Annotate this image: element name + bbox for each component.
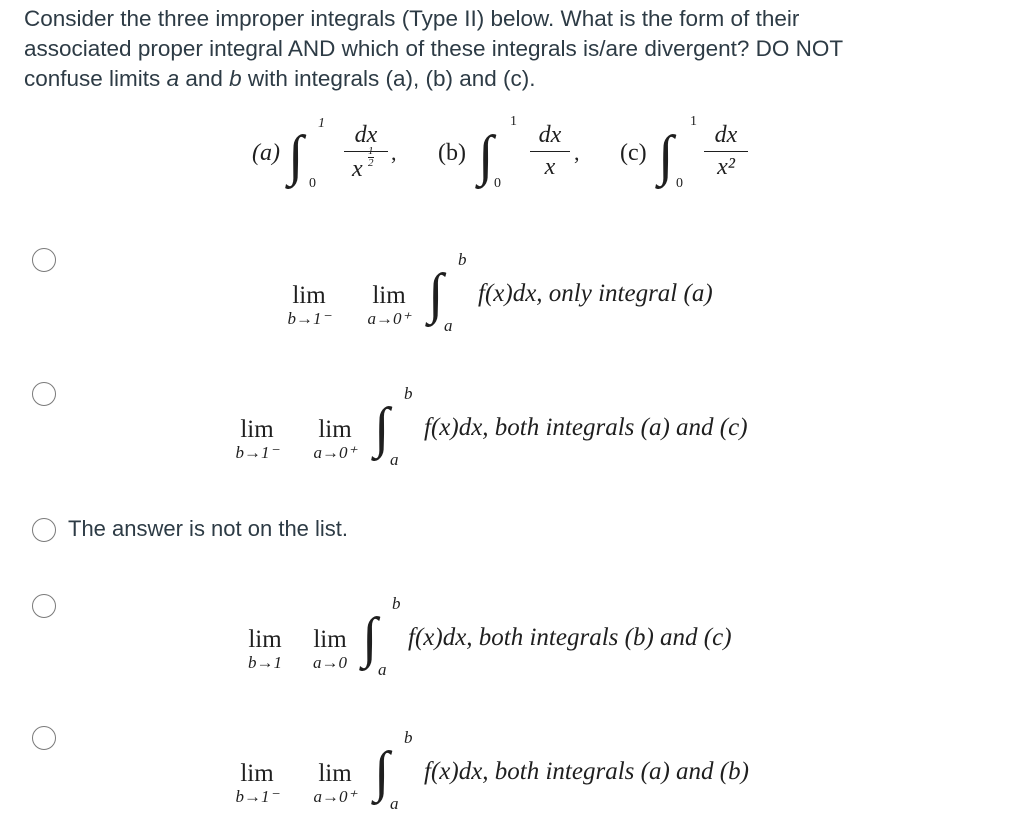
lim-word: lim [240, 760, 274, 787]
radio-option-1[interactable] [32, 248, 56, 272]
integral-b-denominator: x [544, 154, 556, 180]
limit-b-block [230, 761, 284, 807]
variable-a: a [166, 66, 180, 91]
integral-c-upper: 1 [690, 114, 697, 129]
integral-a-separator: , [391, 140, 397, 165]
lim-subscript: b→1⁻ [287, 309, 331, 328]
integral-a-label: (a) [252, 140, 280, 166]
exponent-numerator: 1 [368, 145, 374, 157]
integral-c-numerator: dx [714, 122, 738, 148]
fraction-bar [704, 151, 748, 152]
integral-sign: ∫ [362, 607, 378, 669]
integral-upper-limit: b [458, 250, 467, 269]
integral-a-lower: 0 [309, 176, 316, 191]
question-line-3-start: confuse limits [24, 66, 167, 91]
integral-c-fraction [704, 122, 748, 181]
option-2-text: f(x)dx, both integrals (a) and (c) [424, 414, 748, 441]
integral-a-denominator [344, 145, 388, 182]
radio-option-4[interactable] [32, 594, 56, 618]
lim-word: lim [248, 626, 282, 653]
limit-a-block [306, 761, 364, 807]
question-line-3-end: with integrals (a), (b) and (c). [241, 66, 536, 91]
integral-c-denominator: x² [717, 154, 735, 180]
integral-c-label: (c) [620, 140, 647, 166]
option-3-text: The answer is not on the list. [68, 516, 349, 541]
fraction-bar [344, 151, 388, 152]
integral-upper-limit: b [404, 384, 413, 403]
limit-b-block [240, 627, 290, 673]
lim-word: lim [372, 282, 406, 309]
lim-word: lim [240, 416, 274, 443]
option-4-text: f(x)dx, both integrals (b) and (c) [408, 624, 732, 651]
lim-subscript: b→1⁻ [235, 443, 279, 462]
integral-lower-limit: a [390, 794, 399, 813]
integral-upper-limit: b [404, 728, 413, 747]
integral-b-fraction [530, 122, 570, 181]
lim-word: lim [318, 760, 352, 787]
lim-word: lim [318, 416, 352, 443]
radio-option-2[interactable] [32, 382, 56, 406]
integral-sign: ∫ [374, 741, 390, 803]
lim-word: lim [292, 282, 326, 309]
exponent-denominator: 2 [368, 157, 374, 169]
lim-subscript: a→0⁺ [313, 787, 357, 806]
limit-b-block [282, 283, 336, 329]
integral-upper-limit: b [392, 594, 401, 613]
question-text [24, 4, 984, 94]
integral-sign: ∫ [428, 263, 444, 325]
limit-b-block [230, 417, 284, 463]
integral-a-numerator: dx [354, 122, 378, 148]
limit-a-block [360, 283, 418, 329]
integral-b-sign: ∫ [478, 125, 494, 187]
integral-c-sign: ∫ [658, 125, 674, 187]
question-line-3-mid: and [179, 66, 230, 91]
integral-a-den-base: x [352, 156, 363, 182]
integral-b-numerator: dx [538, 122, 562, 148]
lim-subscript: a→0 [313, 653, 347, 672]
lim-subscript: b→1⁻ [235, 787, 279, 806]
option-5-text: f(x)dx, both integrals (a) and (b) [424, 758, 749, 785]
lim-subscript: a→0⁺ [313, 443, 357, 462]
integral-b-lower: 0 [494, 176, 501, 191]
variable-b: b [229, 66, 242, 91]
radio-option-5[interactable] [32, 726, 56, 750]
lim-word: lim [313, 626, 347, 653]
integral-a-fraction [344, 122, 388, 182]
lim-subscript: a→0⁺ [367, 309, 411, 328]
integral-a-den-exponent [368, 146, 374, 169]
integral-c-lower: 0 [676, 176, 683, 191]
question-line-3 [24, 64, 984, 94]
lim-subscript: b→1 [248, 653, 282, 672]
limit-a-block [306, 417, 364, 463]
integral-sign: ∫ [374, 397, 390, 459]
integral-b-label: (b) [438, 140, 466, 166]
integral-b-upper: 1 [510, 114, 517, 129]
question-line-1: Consider the three improper integrals (Type II) below. What is the form of their [24, 6, 800, 31]
integral-a-sign: ∫ [288, 125, 304, 187]
integral-lower-limit: a [378, 660, 387, 679]
option-1-text: f(x)dx, only integral (a) [478, 280, 713, 307]
question-line-2: associated proper integral AND which of these integrals is/are divergent? DO NOT [24, 36, 844, 61]
integral-lower-limit: a [444, 316, 453, 335]
integral-a-upper: 1 [318, 116, 325, 131]
limit-a-block [304, 627, 356, 673]
radio-option-3[interactable] [32, 518, 56, 542]
integral-lower-limit: a [390, 450, 399, 469]
integral-b-separator: , [574, 140, 580, 165]
fraction-bar [530, 151, 570, 152]
